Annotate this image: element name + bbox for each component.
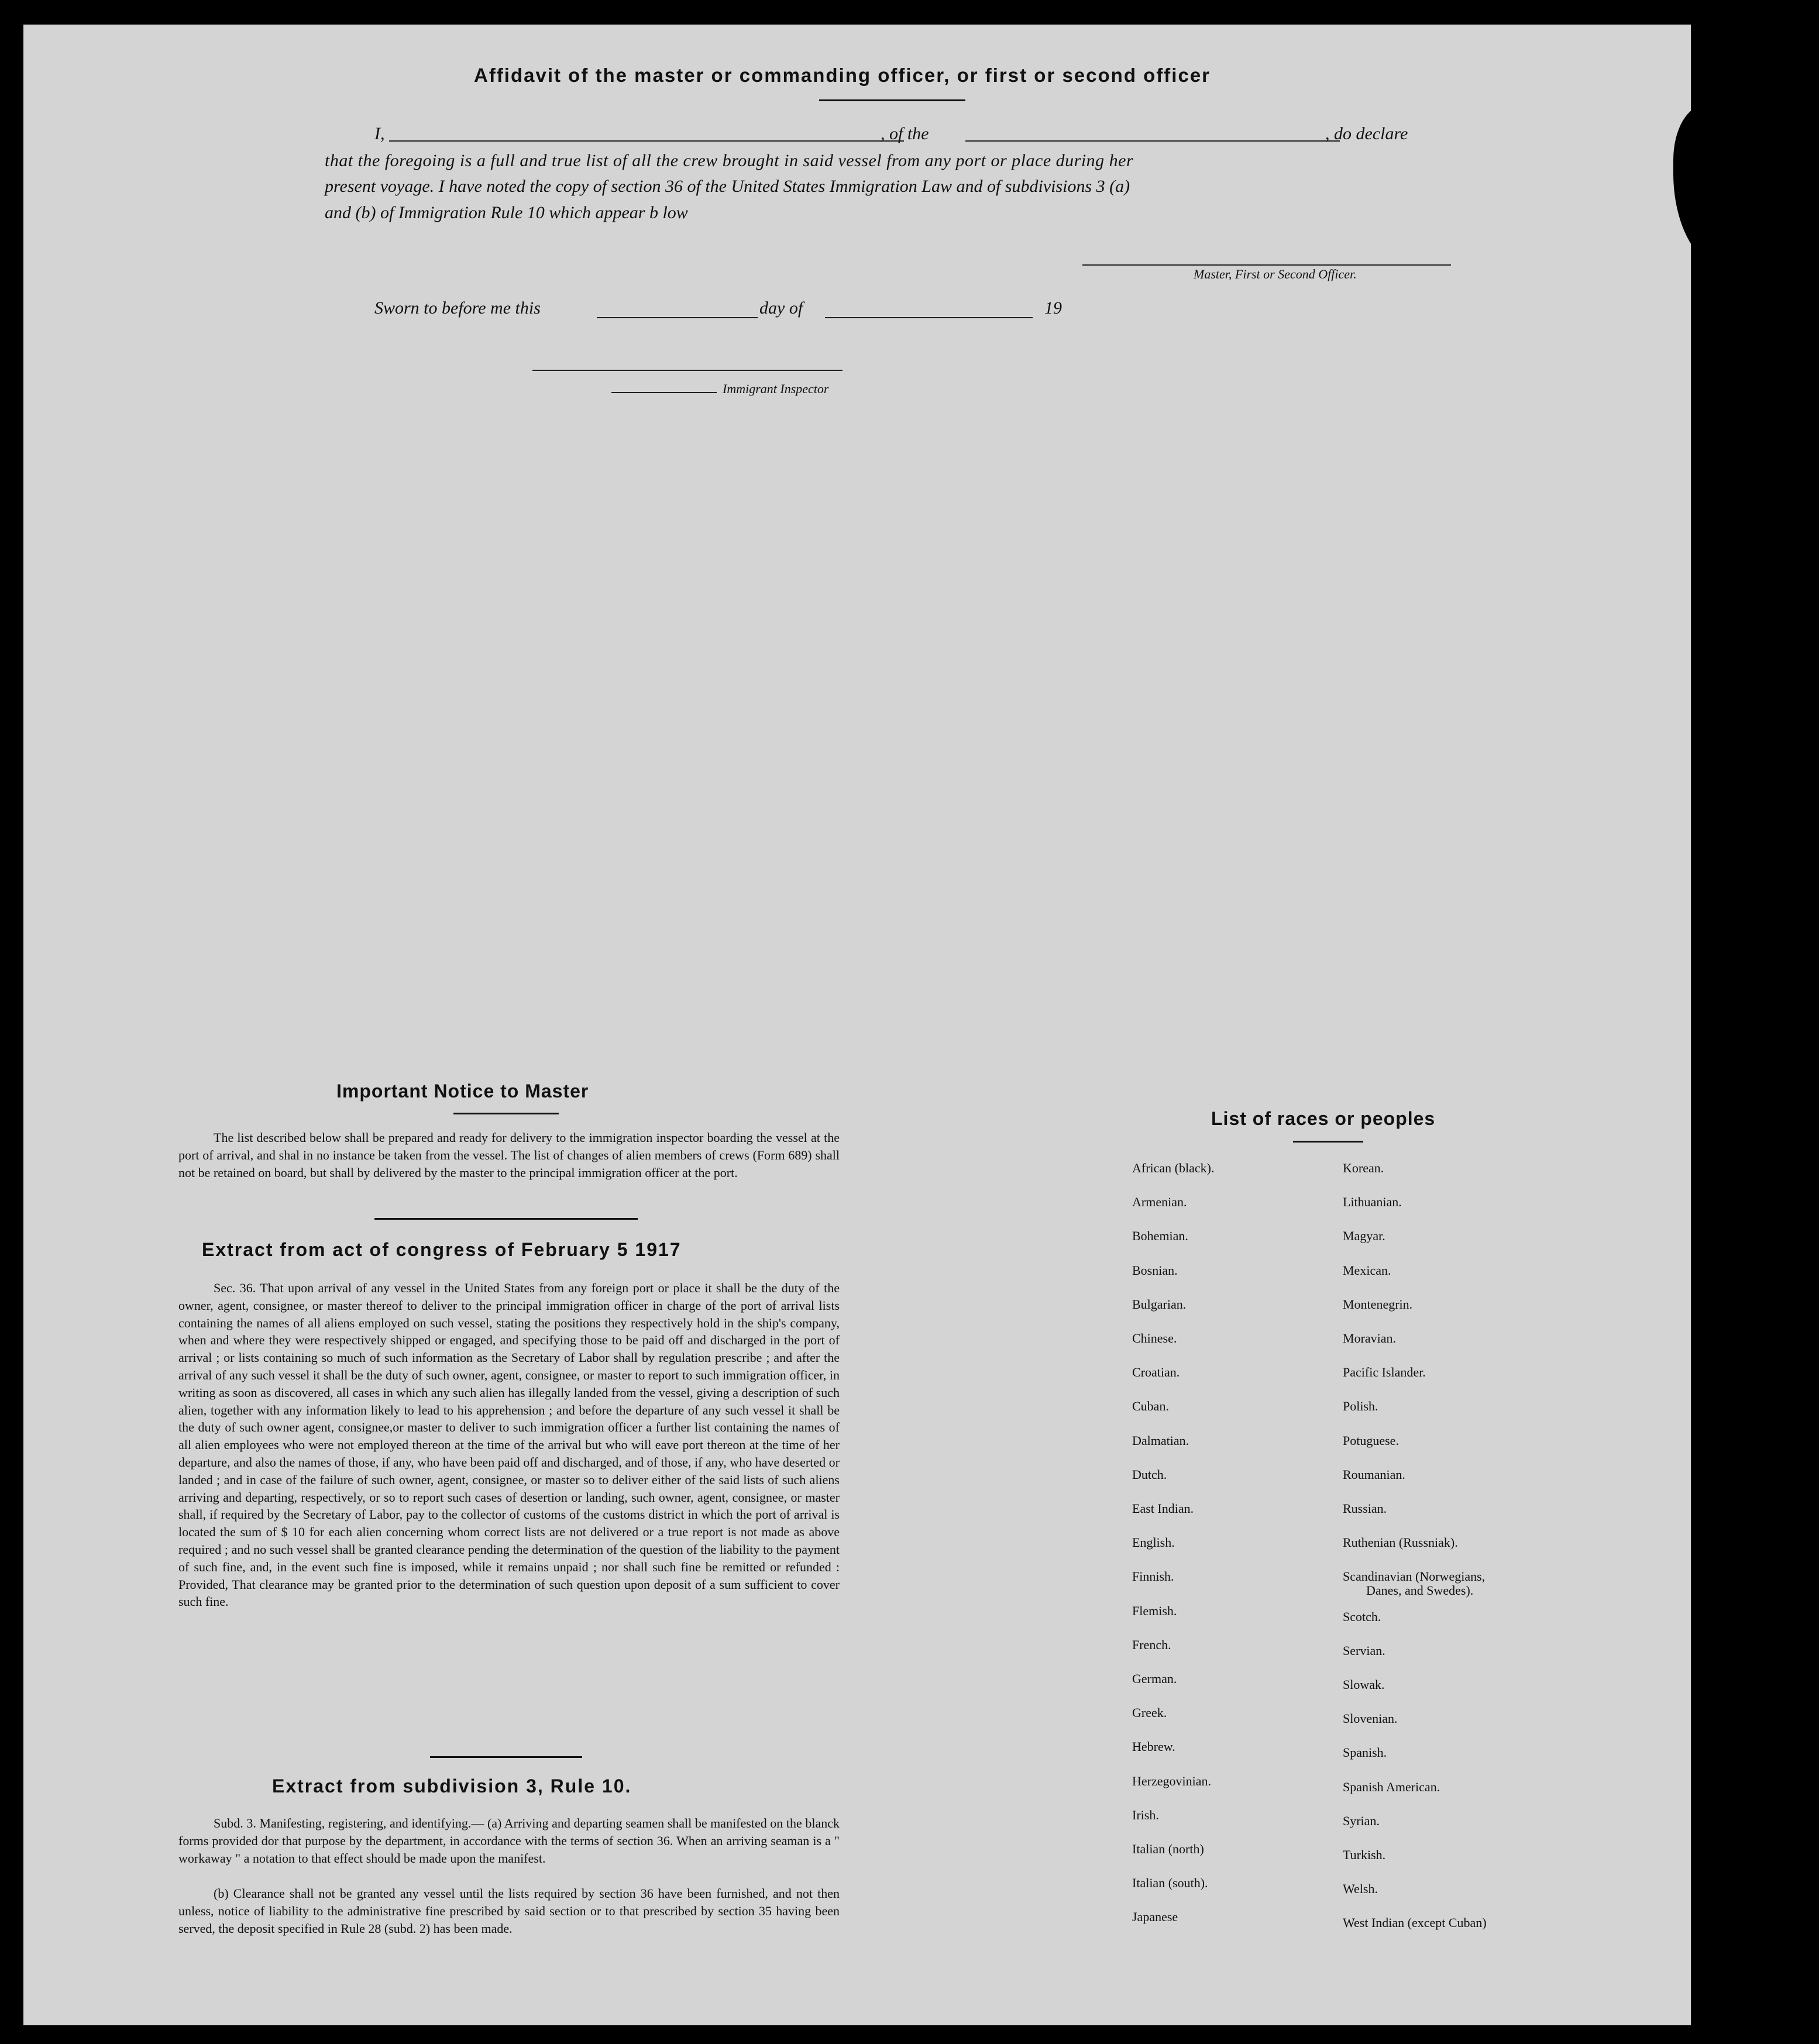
extract-act-text: Sec. 36. That upon arrival of any vessel in the United States from any foreign port or place it shall be the duty of the owner, agent, consignee, or master thereof to deliver to the principal immigration officer in charge of the port of arrival lists containing the names of all aliens employed on such vessel, stating the positions they respectively hold in the ship's company, when and where they were respectively shipped or engaged, and specifying those to be paid off and discharged in the port of arrival ; or lists containing so much of such information as the Secretary of Labor shall by regulation prescribe ; and after the arrival of any such vessel it shall be the duty of such owner, agent, consignee, or master to report to such immigration officer, in writing as soon as discovered, all cases in which any such alien has illegally landed from the vessel, giving a description of such alien, together with any information likely to lead to his apprehension ; and before the departure of any such vessel it shall be the duty of such owner agent, consignee,or master to deliver to such immigration officer a further list containing the names of all alien employees who were not employed thereon at the time of the arrival but who will eave port thereon at the time of her departure, and also the names of those, if any, who have been paid off and discharged, and of those, if any, who have deserted or landed ; and in case of the failure of such owner, agent, consignee, or master so to deliver either of the said lists of such aliens arriving and departing, respectively, or so to report such cases of desertion or landing, such owner, agent, consignee, or master shall, if required by the Secretary of Labor, pay to the collector of customs of the customs district in which the port of arrival is located the sum of $ 10 for each alien concerning whom correct lists are not delivered or a true report is not made as above required ; and no such vessel shall be granted clearance pending the determination of the question of the liability to the payment of such fine, and, in the event such fine is imposed, while it remains unpaid ; nor shall such fine be remitted or refunded : Provided, That clearance may be granted prior to the determination of such question upon deposit of a sum sufficient to cover such fine. (178, 1281, 840, 1609)
race-item: Montenegrin. (1343, 1296, 1413, 1312)
race-item: Mexican. (1343, 1262, 1391, 1278)
race-item: Roumanian. (1343, 1467, 1405, 1482)
race-item: Hebrew. (1132, 1739, 1175, 1754)
bleed-through-text (246, 493, 1650, 1078)
race-item: Cuban. (1132, 1399, 1169, 1414)
affidavit-title-rule (819, 99, 965, 101)
race-item: Spanish. (1343, 1745, 1387, 1760)
race-item: Italian (north) (1132, 1842, 1204, 1856)
race-item: Moravian. (1343, 1331, 1397, 1346)
affidavit-line-3: present voyage. I have noted the copy of section 36 of the United States Immigration Law and of subdivisions 3 (a) (325, 177, 1130, 196)
affidavit-line-2: that the foregoing is a full and true list of all the crew brought in said vessel from any port or place during her (325, 151, 1134, 170)
race-item: Lithuanian. (1343, 1195, 1402, 1210)
race-item: Pacific Islander. (1343, 1365, 1426, 1380)
race-item: Finnish. (1132, 1569, 1174, 1584)
race-item: East Indian. (1132, 1501, 1194, 1516)
race-item: Dalmatian. (1132, 1433, 1189, 1448)
inspector-line (611, 392, 717, 393)
inspector-label: Immigrant Inspector (723, 381, 829, 396)
affidavit-i: I, (374, 124, 385, 143)
race-item: Russian. (1343, 1501, 1387, 1516)
notice-divider (374, 1218, 638, 1220)
race-item: Magyar. (1343, 1229, 1385, 1244)
race-item: Bosnian. (1132, 1262, 1178, 1278)
extract-rule-text-a: Subd. 3. Manifesting, registering, and identifying.— (a) Arriving and departing seamen shall be manifested on the blanck forms provided dor that purpose by the department, in accordance with the terms of section 36. When an arriving seaman is a " workaway " a notation to that effect should be made upon the manifest. (178, 1816, 840, 1866)
affidavit-title: Affidavit of the master or commanding officer, or first or second officer (474, 64, 1211, 86)
extract-act-title: Extract from act of congress of February 5 1917 (202, 1239, 682, 1260)
notice-title-rule (453, 1113, 559, 1114)
race-item: Polish. (1343, 1399, 1378, 1414)
race-item: Croatian. (1132, 1365, 1180, 1380)
binder-hole (1727, 1292, 1748, 1313)
binder-hole (1727, 335, 1748, 356)
race-item: Ruthenian (Russniak). (1343, 1535, 1458, 1550)
extract-rule-title: Extract from subdivision 3, Rule 10. (272, 1775, 632, 1797)
race-item: Bulgarian. (1132, 1296, 1187, 1312)
race-item: Welsh. (1343, 1881, 1378, 1897)
races-title: List of races or peoples (1211, 1108, 1436, 1129)
extract-rule-text-b: (b) Clearance shall not be granted any vessel until the lists required by section 36 have been furnished, and not then unless, notice of liability to the administrative fine prescribed by said section or to that prescribed by section 35 having been served, the deposit specified in Rule 28 (subd. 2) has been made. (178, 1886, 840, 1936)
race-item: French. (1132, 1637, 1171, 1652)
race-item: Herzegovinian. (1132, 1773, 1211, 1788)
race-item: Spanish American. (1343, 1779, 1440, 1794)
race-item: West Indian (except Cuban) (1343, 1915, 1487, 1931)
binder-hole (1727, 1382, 1748, 1403)
race-item: Dutch. (1132, 1467, 1167, 1482)
race-item: Turkish. (1343, 1847, 1386, 1862)
affidavit-line-4: and (b) of Immigration Rule 10 which appear b low (325, 203, 688, 222)
race-item: Potuguese. (1343, 1433, 1399, 1448)
blank-month-line (825, 317, 1033, 318)
race-item: Italian (south). (1132, 1876, 1208, 1891)
race-item: Servian. (1343, 1643, 1385, 1658)
race-item: German. (1132, 1671, 1177, 1686)
race-item: Scandinavian (Norwegians, (1343, 1569, 1486, 1584)
binder-hole (1727, 1774, 1748, 1795)
race-item: Japanese (1132, 1909, 1178, 1925)
extract-act-divider (430, 1756, 582, 1758)
race-item: Armenian. (1132, 1195, 1187, 1210)
race-item-continuation: Danes, and Swedes). (1366, 1583, 1474, 1598)
race-item: Chinese. (1132, 1331, 1177, 1346)
master-signature-line (1082, 264, 1451, 266)
binder-hole (1727, 1683, 1748, 1704)
binder-hole (1727, 638, 1748, 659)
race-item: African (black). (1132, 1161, 1215, 1175)
race-item: Greek. (1132, 1705, 1167, 1720)
affidavit-of-the: , of the (881, 124, 929, 143)
binder-hole (1727, 728, 1748, 749)
blank-vessel-line (965, 140, 1340, 142)
race-item: Korean. (1343, 1161, 1384, 1175)
blank-name-line (389, 140, 904, 142)
race-item: Bohemian. (1132, 1229, 1188, 1244)
notice-title: Important Notice to Master (336, 1081, 589, 1102)
race-item: Scotch. (1343, 1609, 1381, 1624)
sworn-year: 19 (1044, 298, 1062, 318)
affidavit-do-declare: , do declare (1325, 124, 1408, 143)
race-item: English. (1132, 1535, 1175, 1550)
race-item: Slovenian. (1343, 1711, 1398, 1726)
races-title-rule (1293, 1141, 1363, 1143)
document-page (23, 25, 1691, 2025)
sworn-day-of: day of (759, 298, 803, 318)
blank-day-line (597, 317, 758, 318)
master-label: Master, First or Second Officer. (1194, 267, 1357, 281)
inspector-line-top (532, 370, 843, 371)
race-item: Syrian. (1343, 1813, 1380, 1828)
race-item: Irish. (1132, 1807, 1159, 1822)
sworn-prefix: Sworn to before me this (374, 298, 541, 318)
race-item: Slowak. (1343, 1677, 1385, 1692)
notice-text: The list described below shall be prepared and ready for delivery to the immigration inspector boarding the vessel at the port of arrival, and shal in no instance be taken from the vessel. The list of changes of alien members of crews (Form 689) shall not be retained on board, but shall by delivered by the master to the principal immigration officer at the port. (178, 1130, 840, 1180)
race-item: Flemish. (1132, 1603, 1177, 1618)
